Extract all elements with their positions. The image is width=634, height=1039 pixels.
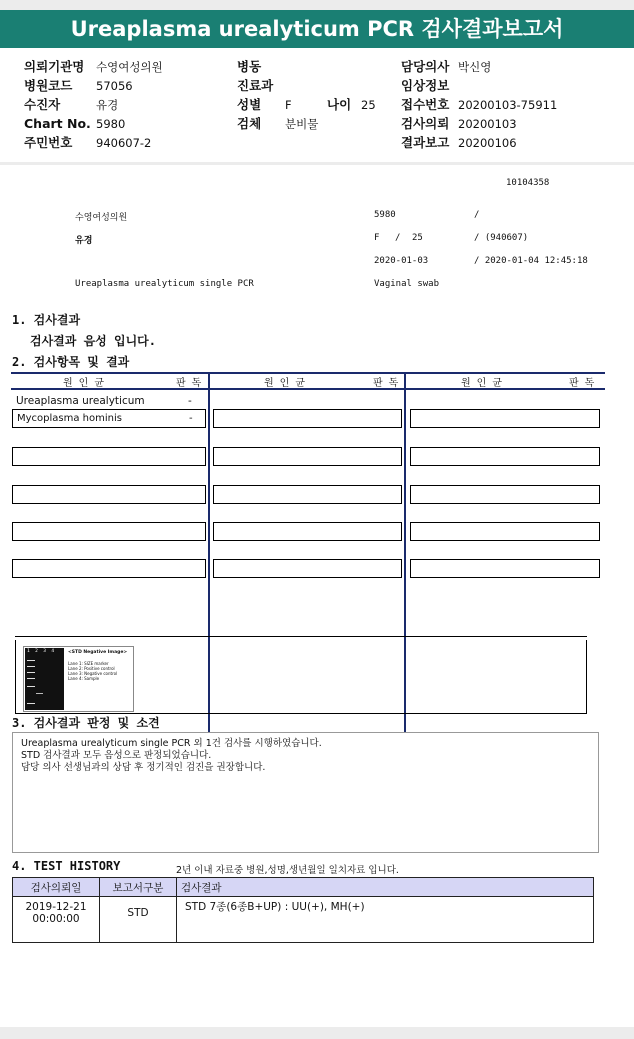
pathogen-result: - [188,395,192,407]
gel-band [36,693,43,694]
value-receipt-no: 20200103-75911 [458,98,558,112]
opinion-line: 담당 의사 선생님과의 상담 후 정기적인 검진을 권장합니다. [21,762,266,773]
meta-sep: / [395,233,401,243]
label-department: 진료과 [237,78,274,93]
meta-date2: / 2020-01-04 12:45:18 [474,256,588,266]
gel-legend-line: Lane 1: SIZE marker [68,661,109,666]
empty-cell [213,522,402,541]
report-sheet [0,165,634,1027]
meta-age: 25 [412,233,423,243]
opinion-line: Ureaplasma urealyticum single PCR 외 1건 검사를 시행하였습니다. [21,738,322,749]
label-patient: 수진자 [24,97,61,112]
meta-patient: 유경 [75,236,93,246]
value-report-date: 20200106 [458,136,517,150]
empty-cell [410,447,600,466]
gel-legend-line: Lane 3: Negative control [68,671,118,676]
empty-cell [12,485,206,504]
history-header-row [13,878,594,897]
table-row [13,897,594,943]
gel-photo [25,648,64,710]
history-result: STD 7종(6종B+UP) : UU(+), MH(+) [177,897,594,943]
label-report-date: 결과보고 [401,135,450,150]
label-hospital-code: 병원코드 [24,78,73,93]
table-row [12,409,206,428]
header-col1 [24,56,163,151]
col-header-result-1: 판 독 [176,378,202,389]
gel-image [23,646,134,712]
pathogen-name: Mycoplasma hominis [17,413,122,424]
empty-cell [410,409,600,428]
empty-cell [213,559,402,578]
section3-title: 3. 검사결과 판정 및 소견 [12,716,160,730]
col-header-pathogen-1: 원 인 균 [63,378,105,389]
col-header-pathogen-3: 원 인 균 [461,378,503,389]
meta-slash: / [474,210,480,220]
meta-hospital: 수영여성의원 [75,213,128,223]
section2-title: 2. 검사항목 및 결과 [12,355,130,369]
empty-cell [410,559,600,578]
gel-legend-line: Lane 4: Sample [68,676,100,681]
label-hospital: 의뢰기관명 [24,59,85,74]
value-chart-no: 5980 [96,117,126,131]
label-request-date: 검사의뢰 [401,116,450,131]
pathogen-result: - [189,413,193,424]
value-request-date: 20200103 [458,117,517,131]
report-title: Ureaplasma urealyticum PCR 검사결과보고서 [0,10,634,48]
history-time: 00:00:00 [32,913,80,925]
table-row [12,392,205,410]
gel-top-rule [15,636,587,637]
label-receipt-no: 접수번호 [401,97,450,112]
value-resident-no: 940607-2 [96,136,152,150]
empty-cell [12,522,206,541]
gel-band [27,672,35,673]
label-specimen: 검체 [237,116,262,131]
meta-birth: / (940607) [474,233,529,243]
label-chart-no: Chart No. [24,116,91,131]
empty-cell [410,485,600,504]
label-clinical-info: 임상정보 [401,78,450,93]
history-type: STD [100,897,177,943]
col-header-result-2: 판 독 [373,378,399,389]
meta-specimen: Vaginal swab [374,279,440,289]
col-header-pathogen-2: 원 인 균 [264,378,306,389]
section1-text: 검사결과 음성 입니다. [30,334,157,348]
history-header-type: 보고서구분 [100,878,177,897]
value-hospital: 수영여성의원 [96,60,163,74]
gel-band [27,666,35,667]
label-resident-no: 주민번호 [24,135,73,150]
value-sex: F [285,98,292,112]
empty-cell [213,485,402,504]
gel-band [27,686,35,687]
meta-date1: 2020-01-03 [374,256,429,266]
report-id: 10104358 [506,178,550,188]
value-patient: 유경 [96,98,119,112]
meta-test: Ureaplasma urealyticum single PCR [75,279,254,289]
opinion-line: STD 검사결과 모두 음성으로 판정되었습니다. [21,750,212,761]
label-sex: 성별 [237,97,262,112]
meta-chart: 5980 [374,210,396,220]
section1-title: 1. 검사결과 [12,313,81,327]
history-table [12,877,594,943]
history-header-result: 검사결과 [177,878,594,897]
gel-band [27,678,35,679]
opinion-box [12,732,599,853]
empty-cell [410,522,600,541]
empty-cell [12,559,206,578]
header-col3 [401,56,557,151]
empty-cell [213,447,402,466]
pathogen-name: Ureaplasma urealyticum [16,395,145,407]
gel-title: <STD Negative Image> [68,650,128,655]
gel-band [27,703,35,704]
label-ward: 병동 [237,59,262,74]
label-age: 나이 [327,97,352,112]
empty-cell [213,409,402,428]
gel-legend-line: Lane 2: Positive control [68,666,115,671]
empty-cell [12,447,206,466]
meta-sex: F [374,233,380,243]
history-date-cell [13,897,100,943]
value-specimen: 분비물 [285,117,319,131]
history-note: 2년 이내 자료중 병원,성명,생년월일 일치자료 입니다. [176,865,399,876]
gel-lane-numbers: 1 2 3 4 [27,649,55,654]
history-date: 2019-12-21 [25,901,87,913]
gel-legend [68,661,117,681]
col-header-result-3: 판 독 [569,378,595,389]
section4-title: 4. TEST HISTORY [12,859,121,873]
patient-header [0,48,634,162]
gel-band [27,660,35,661]
history-header-date: 검사의뢰일 [13,878,100,897]
label-doctor: 담당의사 [401,59,450,74]
value-hospital-code: 57056 [96,79,133,93]
value-age: 25 [361,98,376,112]
header-col2 [237,56,376,132]
value-doctor: 박신영 [458,60,492,74]
